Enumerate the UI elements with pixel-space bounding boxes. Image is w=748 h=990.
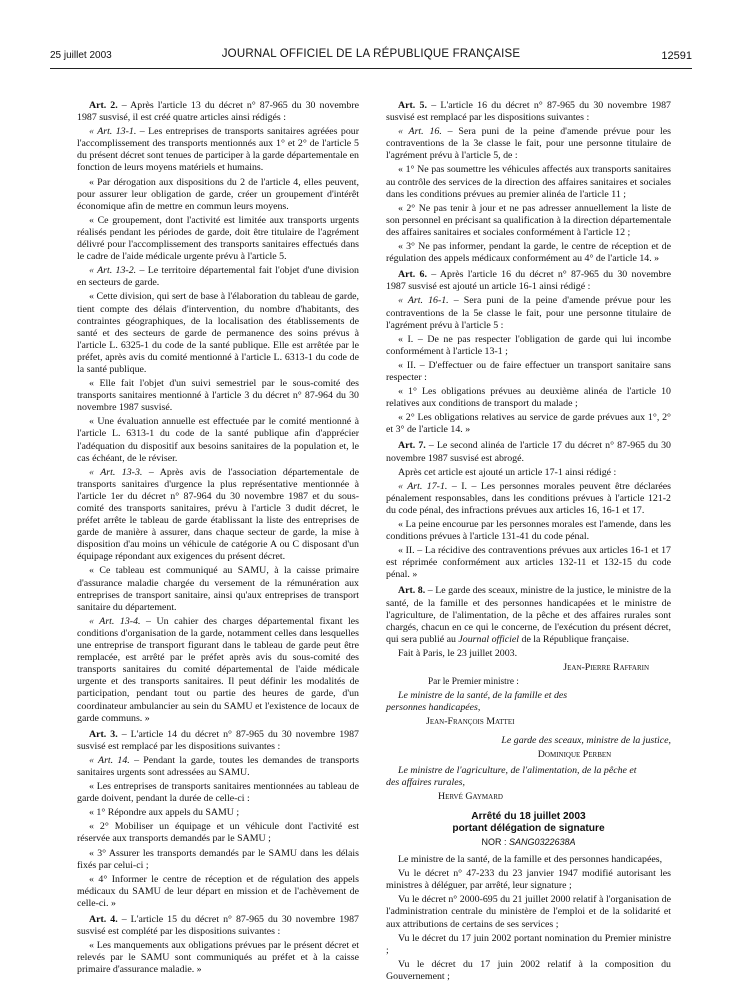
article-13-4: « Art. 13-4. – Un cahier des charges départemental fixant les conditions d'organisation de la garde, notamment celles dans lesquelles une entreprise de transport figurant dans le tableau de garde peut être remplacée, est arrêté par le préfet après avis du sous-comité des transports sanitaires du comité départemental de l'aide médicale urgente et des transports sanitaires. Il peut définir les modalités de participation, pendant tout ou partie des heures de garde, d'un coordinateur ambulancier au sein du SAMU et l'existence de locaux de garde communs. » <box>77 615 359 724</box>
page-number: 12591 <box>661 50 692 62</box>
paragraph: « 2° Mobiliser un équipage et un véhicule dont l'activité est réservée aux transports demandés par le SAMU ; <box>77 821 359 845</box>
minister-agri-name: Hervé Gaymard <box>438 790 503 802</box>
paragraph: « 3° Assurer les transports demandés par le SAMU dans les délais fixés par celui-ci ; <box>77 847 359 871</box>
right-column <box>386 96 671 985</box>
issue-date: 25 juillet 2003 <box>50 50 112 61</box>
minister-sante-title: Le ministre de la santé, de la famille et des personnes handicapées, <box>386 690 568 714</box>
par-premier-ministre: Par le Premier ministre : <box>428 677 519 688</box>
article-13-3: « Art. 13-3. – Après avis de l'association départementale de transports sanitaires d'urgence la plus représentative mentionnée à l'article 1er du décret n° 87-964 du 30 novembre 1987 et du sous-comité des transports sanitaires, prévu à l'article 3 dudit décret, le préfet arrête le tableau de garde établissant la liste des entreprises de garde de manière à assurer, dans chaque secteur de garde, la mise à disposition d'au moins un véhicule de catégorie A ou C disposant d'un équipage répondant aux exigences du présent décret. <box>77 466 359 563</box>
article-3: Art. 3. – L'article 14 du décret n° 87-965 du 30 novembre 1987 susvisé est remplacé par les dispositions suivantes : <box>77 728 359 752</box>
signature-date: Fait à Paris, le 23 juillet 2003. <box>398 647 518 659</box>
arrete-subtitle: portant délégation de signature <box>452 822 605 834</box>
article-4: Art. 4. – L'article 15 du décret n° 87-965 du 30 novembre 1987 susvisé est complété par les dispositions suivantes : <box>77 914 359 938</box>
paragraph: « II. – D'effectuer ou de faire effectuer un transport sanitaire sans respecter : <box>386 359 671 383</box>
paragraph: « Cette division, qui sert de base à l'élaboration du tableau de garde, tient compte des délais d'intervention, du nombre d'habitants, des contraintes géographiques, de la localisation des établissements de santé et des secteurs de garde de permanence des soins prévus à l'article L. 6325-1 du code de la santé publique. Elle est arrêtée par le préfet, après avis du comité mentionné à l'article L. 6313-1 du code de la santé publique. <box>77 291 359 375</box>
paragraph: Vu le décret du 17 juin 2002 portant nomination du Premier ministre ; <box>386 932 671 956</box>
paragraph: « 1° Les obligations prévues au deuxième alinéa de l'article 10 relatives aux conditions de transport du malade ; <box>386 386 671 410</box>
paragraph: « I. – De ne pas respecter l'obligation de garde qui lui incombe conformément à l'article 13-1 ; <box>386 333 671 357</box>
paragraph: « 1° Répondre aux appels du SAMU ; <box>89 807 240 819</box>
paragraph: « Une évaluation annuelle est effectuée par le comité mentionné à l'article L. 6313-1 du code de la santé publique afin d'apprécier l'adéquation du dispositif aux besoins sanitaires de la population et, le cas échéant, de le réviser. <box>77 416 359 464</box>
paragraph: « Les manquements aux obligations prévues par le présent décret et relevés par le SAMU sont communiqués au préfet et à la caisse primaire d'assurance maladie. » <box>77 940 359 976</box>
header-divider <box>50 68 692 69</box>
nor-reference: NOR : SANG0322638A <box>481 836 576 847</box>
paragraph: « Ce tableau est communiqué au SAMU, à la caisse primaire d'assurance maladie chargée du versement de la rémunération aux entreprises de transport sanitaire, ainsi qu'aux entreprises de transport sanitaire du département. <box>77 565 359 613</box>
article-6: Art. 6. – Après l'article 16 du décret n° 87-965 du 30 novembre 1987 susvisé est ajouté un article 16-1 ainsi rédigé : <box>386 269 671 293</box>
page-header <box>50 48 692 66</box>
paragraph: Le ministre de la santé, de la famille et des personnes handicapées, <box>398 854 663 866</box>
article-13-2: « Art. 13-2. – Le territoire départemental fait l'objet d'une division en secteurs de garde. <box>77 265 359 289</box>
garde-sceaux-title: Le garde des sceaux, ministre de la justice, <box>501 734 671 746</box>
paragraph: « La peine encourue par les personnes morales est l'amende, dans les conditions prévues à l'article 131-41 du code pénal. <box>386 519 671 543</box>
paragraph: Vu le décret n° 47-233 du 23 janvier 1947 modifié autorisant les ministres à déléguer, par arrêté, leur signature ; <box>386 868 671 892</box>
article-8: Art. 8. – Le garde des sceaux, ministre de la justice, le ministre de la santé, de la famille et des personnes handicapées et le ministre de l'agriculture, de l'alimentation, de la pêche et des affaires rurales sont chargés, chacun en ce qui le concerne, de l'exécution du présent décret, qui sera publié au Journal officiel de la République française. <box>386 585 671 645</box>
journal-title: JOURNAL OFFICIEL DE LA RÉPUBLIQUE FRANÇAISE <box>221 48 521 60</box>
paragraph: « Par dérogation aux dispositions du 2 de l'article 4, elles peuvent, pour assurer leur obligation de garde, créer un groupement d'intérêt économique afin de mettre en commun leurs moyens. <box>77 176 359 212</box>
paragraph: « II. – La récidive des contraventions prévues aux articles 16-1 et 17 est réprimée conformément aux articles 132-11 et 132-15 du code pénal. » <box>386 545 671 581</box>
article-7: Art. 7. – Le second alinéa de l'article 17 du décret n° 87-965 du 30 novembre 1987 susvisé est abrogé. <box>386 440 671 464</box>
paragraph: Vu le décret du 17 juin 2002 relatif à la composition du Gouvernement ; <box>386 958 671 982</box>
paragraph: « Elle fait l'objet d'un suivi semestriel par le sous-comité des transports sanitaires mentionné à l'article 3 du décret n° 87-964 du 30 novembre 1987 susvisé. <box>77 378 359 414</box>
paragraph: « 3° Ne pas informer, pendant la garde, le centre de réception et de régulation des appels médicaux conformément au 4° de l'article 14. » <box>386 241 671 265</box>
article-16: « Art. 16. – Sera puni de la peine d'amende prévue pour les contraventions de la 3e classe le fait, pour une personne titulaire de l'agrément prévu à l'article 5, de : <box>386 126 671 162</box>
left-column <box>77 96 359 978</box>
signatory-pm: Jean-Pierre Raffarin <box>563 662 649 674</box>
paragraph: « 2° Les obligations relatives au service de garde prévues aux 1°, 2° et 3° de l'article 14. » <box>386 412 671 436</box>
arrete-title: Arrêté du 18 juillet 2003 <box>471 810 586 822</box>
paragraph: « 1° Ne pas soumettre les véhicules affectés aux transports sanitaires au contrôle des services de la direction des affaires sanitaires et sociales dans les conditions prévues au premier alinéa de l'article 11 ; <box>386 164 671 200</box>
minister-sante-name: Jean-François Mattei <box>426 716 515 728</box>
paragraph: « 4° Informer le centre de réception et de régulation des appels médicaux du SAMU de leur départ en mission et de l'achèvement de celle-ci. » <box>77 873 359 909</box>
article-14: « Art. 14. – Pendant la garde, toutes les demandes de transports sanitaires urgents sont adressées au SAMU. <box>77 754 359 778</box>
paragraph: Après cet article est ajouté un article 17-1 ainsi rédigé : <box>398 466 617 478</box>
article-16-1: « Art. 16-1. – Sera puni de la peine d'amende prévue pour les contraventions de la 5e classe le fait, pour une personne titulaire de l'agrément prévu à l'article 5 : <box>386 295 671 331</box>
article-17-1: « Art. 17-1. – I. – Les personnes morales peuvent être déclarées pénalement responsables, dans les conditions prévues à l'article 121-2 du code pénal, des infractions prévues aux articles 16, 16-1 et 17. <box>386 480 671 516</box>
paragraph: Vu le décret n° 2000-695 du 21 juillet 2000 relatif à l'organisation de l'administration centrale du ministère de l'emploi et de la solidarité et aux attributions de certains de ses services ; <box>386 894 671 930</box>
article-2: Art. 2. – Après l'article 13 du décret n° 87-965 du 30 novembre 1987 susvisé, il est créé quatre articles ainsi rédigés : <box>77 100 359 124</box>
paragraph: « 2° Ne pas tenir à jour et ne pas adresser annuellement la liste de son personnel en précisant sa qualification à la direction départementale des affaires sanitaires et sociales conformément à l'article 12 ; <box>386 202 671 238</box>
paragraph: « Les entreprises de transports sanitaires mentionnées au tableau de garde doivent, pendant la durée de celle-ci : <box>77 781 359 805</box>
garde-sceaux-name: Dominique Perben <box>537 748 612 760</box>
article-13-1: « Art. 13-1. – Les entreprises de transports sanitaires agréées pour l'accomplissement des transports mentionnés aux 1° et 2° de l'article 5 du présent décret sont tenues de participer à la garde départementale en fonction de leurs moyens matériels et humains. <box>77 126 360 174</box>
minister-agri-title: Le ministre de l'agriculture, de l'alimentation, de la pêche et des affaires rurales, <box>386 764 637 788</box>
article-5: Art. 5. – L'article 16 du décret n° 87-965 du 30 novembre 1987 susvisé est remplacé par les dispositions suivantes : <box>386 100 671 124</box>
paragraph: « Ce groupement, dont l'activité est limitée aux transports urgents réalisés pendant les périodes de garde, doit être titulaire de l'agrément délivré pour l'accomplissement des transports sanitaires effectués dans le cadre de l'aide médicale urgente prévu à l'article 5. <box>77 214 359 263</box>
